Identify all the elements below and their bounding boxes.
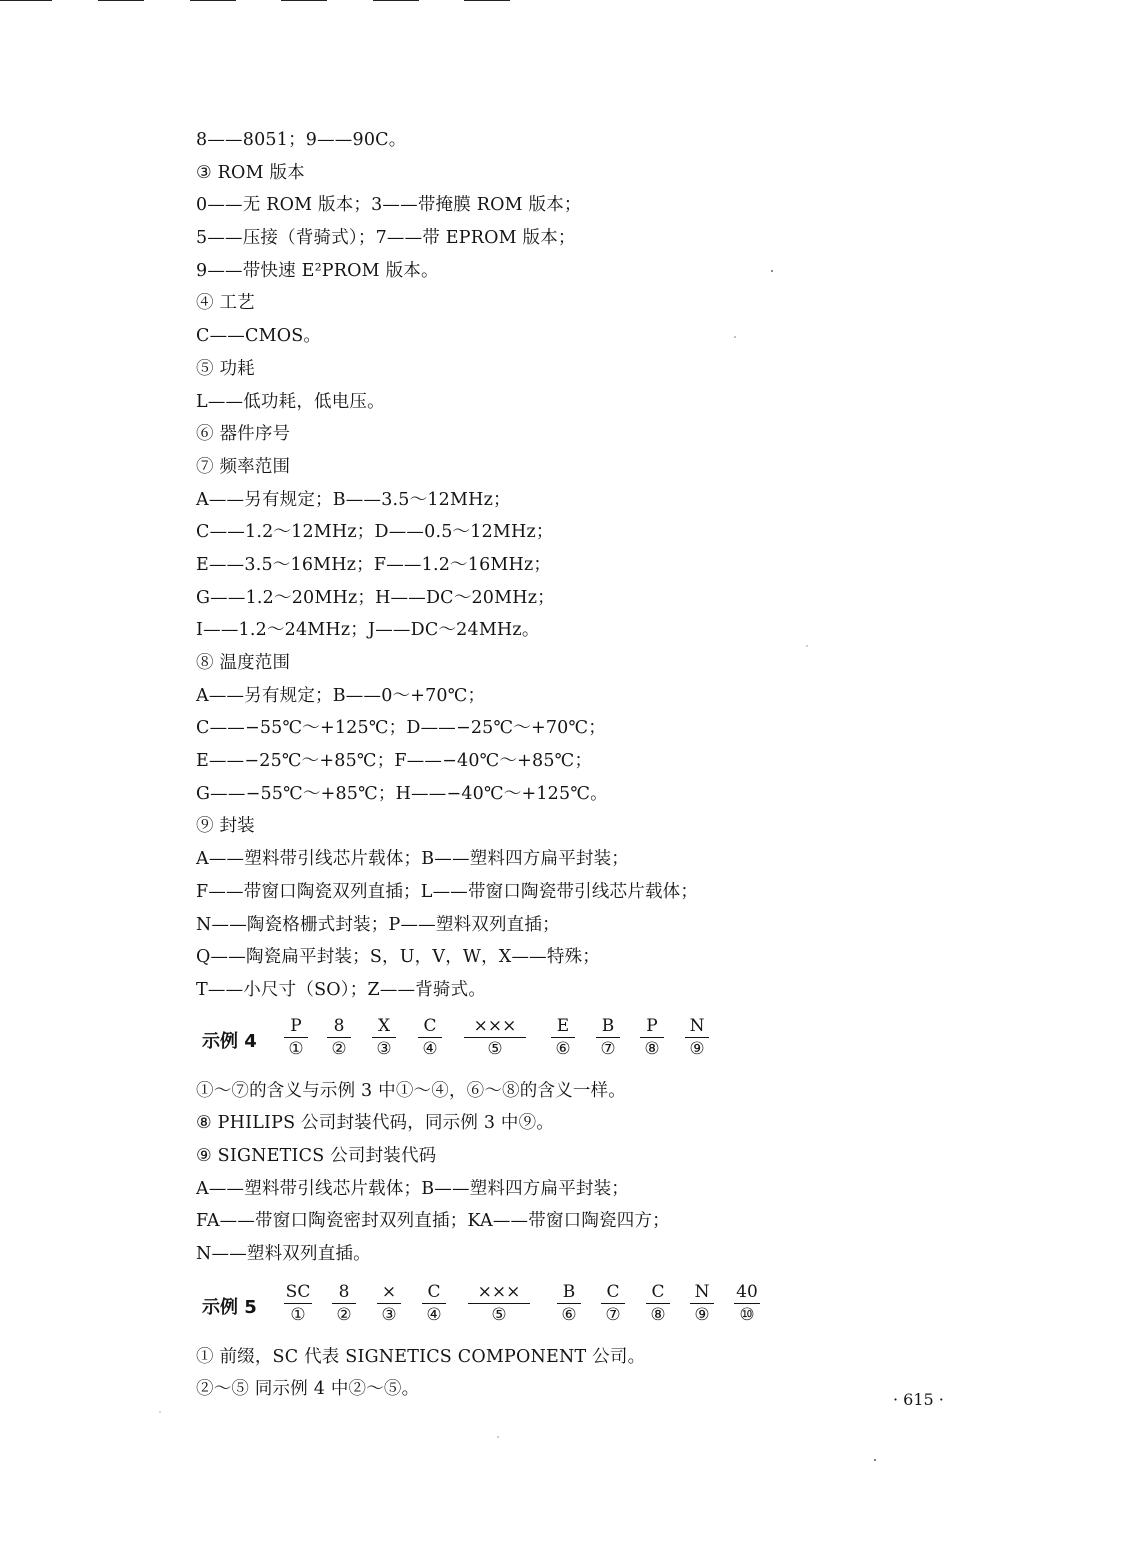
text-line: ②～⑤ 同示例 4 中②～⑤。 (196, 1379, 420, 1400)
code-part-symbol: P (640, 1015, 664, 1038)
code-part-symbol: E (551, 1015, 575, 1038)
code-part (685, 1015, 709, 1060)
code-part-index: ⑥ (555, 1038, 571, 1059)
code-part-index: ① (288, 1038, 304, 1059)
text-line: A——另有规定；B——0～+70℃； (196, 685, 486, 706)
code-part-index: ② (336, 1304, 352, 1325)
text-line: 9——带快速 E²PROM 版本。 (196, 260, 439, 281)
code-part-symbol: C (422, 1281, 446, 1304)
code-part-index: ⑦ (605, 1304, 621, 1325)
text-line: C——CMOS。 (196, 326, 322, 347)
code-part-index: ② (331, 1038, 347, 1059)
code-part (377, 1281, 401, 1326)
text-line: 8——8051；9——90C。 (196, 130, 407, 150)
code-part (690, 1281, 714, 1326)
code-part-index: ⑤ (487, 1038, 503, 1059)
code-part-symbol: P (284, 1015, 308, 1038)
page-body (196, 124, 836, 1406)
top-rule (0, 0, 52, 1)
code-part (596, 1015, 620, 1060)
code-part-symbol: C (418, 1015, 442, 1038)
text-line: A——另有规定；B——3.5～12MHz； (196, 489, 511, 510)
text-line: G——−55℃～+85℃；H——−40℃～+125℃。 (196, 783, 608, 804)
code-part (284, 1281, 312, 1326)
code-part (640, 1015, 664, 1060)
code-part-index: ⑦ (600, 1038, 616, 1059)
code-part-symbol: B (557, 1281, 581, 1304)
code-part-index: ⑥ (561, 1304, 577, 1325)
code-part (557, 1281, 581, 1326)
code-part-index: ③ (376, 1038, 392, 1059)
code-part (734, 1281, 760, 1326)
code-part-symbol: N (690, 1281, 714, 1304)
code-part (551, 1015, 575, 1060)
top-rule (190, 0, 236, 1)
text-line: ④ 工艺 (196, 293, 255, 314)
text-line: ⑧ PHILIPS 公司封装代码，同示例 3 中⑨。 (196, 1113, 555, 1134)
code-part (332, 1281, 356, 1326)
text-line: C——1.2～12MHz；D——0.5～12MHz； (196, 522, 554, 543)
text-line: C——−55℃～+125℃；D——−25℃～+70℃； (196, 718, 606, 739)
text-line: ⑤ 功耗 (196, 358, 255, 379)
text-line: N——塑料双列直插。 (196, 1244, 371, 1264)
code-part-index: ③ (381, 1304, 397, 1325)
code-part-symbol: C (646, 1281, 670, 1304)
code-part-symbol: C (601, 1281, 625, 1304)
code-part-symbol: ××× (464, 1015, 526, 1038)
code-part (468, 1281, 530, 1326)
code-part (422, 1281, 446, 1326)
code-part-symbol: X (372, 1015, 396, 1038)
text-line: ⑧ 温度范围 (196, 653, 291, 673)
code-part-index: ⑤ (491, 1304, 507, 1325)
code-part-symbol: 8 (327, 1015, 351, 1038)
code-part (646, 1281, 670, 1326)
section-lines-c (196, 1341, 836, 1406)
text-line: I——1.2～24MHz；J——DC～24MHz。 (196, 620, 540, 641)
text-line: L——低功耗，低电压。 (196, 391, 385, 412)
code-part-symbol: 8 (332, 1281, 356, 1304)
code-part-index: ⑩ (739, 1304, 755, 1325)
example-4-diagram (196, 1015, 836, 1073)
code-part (372, 1015, 396, 1060)
code-part-index: ④ (426, 1304, 442, 1325)
code-part-symbol: SC (285, 1281, 311, 1302)
text-line: 0——无 ROM 版本；3——带掩膜 ROM 版本； (196, 195, 582, 216)
code-part-symbol: N (685, 1015, 709, 1038)
code-part (418, 1015, 442, 1060)
text-line: 5——压接（背骑式）；7——带 EPROM 版本； (196, 228, 576, 249)
code-part-symbol: × (377, 1281, 401, 1304)
top-rule (464, 0, 510, 1)
code-part-symbol: B (596, 1015, 620, 1038)
text-line: ⑦ 频率范围 (196, 456, 291, 477)
text-line: A——塑料带引线芯片载体；B——塑料四方扁平封装； (196, 849, 629, 870)
code-part-index: ④ (422, 1038, 438, 1059)
code-part-index: ① (290, 1304, 306, 1325)
text-line: ⑨ 封装 (196, 816, 255, 837)
text-line: ⑨ SIGNETICS 公司封装代码 (196, 1145, 437, 1166)
code-part (284, 1015, 308, 1060)
text-line: N——陶瓷格栅式封装；P——塑料双列直插； (196, 914, 560, 935)
top-rules (0, 0, 1122, 4)
text-line: T——小尺寸（SO）；Z——背骑式。 (196, 979, 487, 1000)
top-rule (281, 0, 327, 1)
text-line: A——塑料带引线芯片载体；B——塑料四方扁平封装； (196, 1178, 629, 1199)
text-line: ⑥ 器件序号 (196, 424, 291, 445)
page-number: · 615 · (893, 1390, 944, 1409)
code-part-index: ⑨ (694, 1304, 710, 1325)
code-part-symbol: 40 (734, 1281, 760, 1304)
code-part (601, 1281, 625, 1326)
text-line: G——1.2～20MHz；H——DC～20MHz； (196, 587, 555, 608)
code-part (464, 1015, 526, 1060)
code-part-index: ⑧ (650, 1304, 666, 1325)
text-line: F——带窗口陶瓷双列直插；L——带窗口陶瓷带引线芯片载体； (196, 881, 699, 902)
text-line: ③ ROM 版本 (196, 162, 305, 183)
section-lines-b (196, 1075, 836, 1271)
text-line: FA——带窗口陶瓷密封双列直插；KA——带窗口陶瓷四方； (196, 1211, 670, 1232)
code-part (327, 1015, 351, 1060)
example-label: 示例 4 (202, 1030, 257, 1052)
code-part-index: ⑨ (689, 1038, 705, 1059)
text-line: Q——陶瓷扁平封装；S，U，V，W，X——特殊； (196, 947, 600, 968)
top-rule (373, 0, 419, 1)
text-line: ① 前缀，SC 代表 SIGNETICS COMPONENT 公司。 (196, 1346, 646, 1367)
text-line: E——−25℃～+85℃；F——−40℃～+85℃； (196, 751, 593, 772)
top-rule (98, 0, 144, 1)
example-5-diagram (196, 1281, 836, 1339)
example-label: 示例 5 (202, 1296, 257, 1318)
section-lines-a (196, 124, 836, 1007)
text-line: ①～⑦的含义与示例 3 中①～④，⑥～⑧的含义一样。 (196, 1080, 626, 1101)
text-line: E——3.5～16MHz；F——1.2～16MHz； (196, 554, 552, 575)
code-part-symbol: ××× (468, 1281, 530, 1304)
code-part-index: ⑧ (644, 1038, 660, 1059)
